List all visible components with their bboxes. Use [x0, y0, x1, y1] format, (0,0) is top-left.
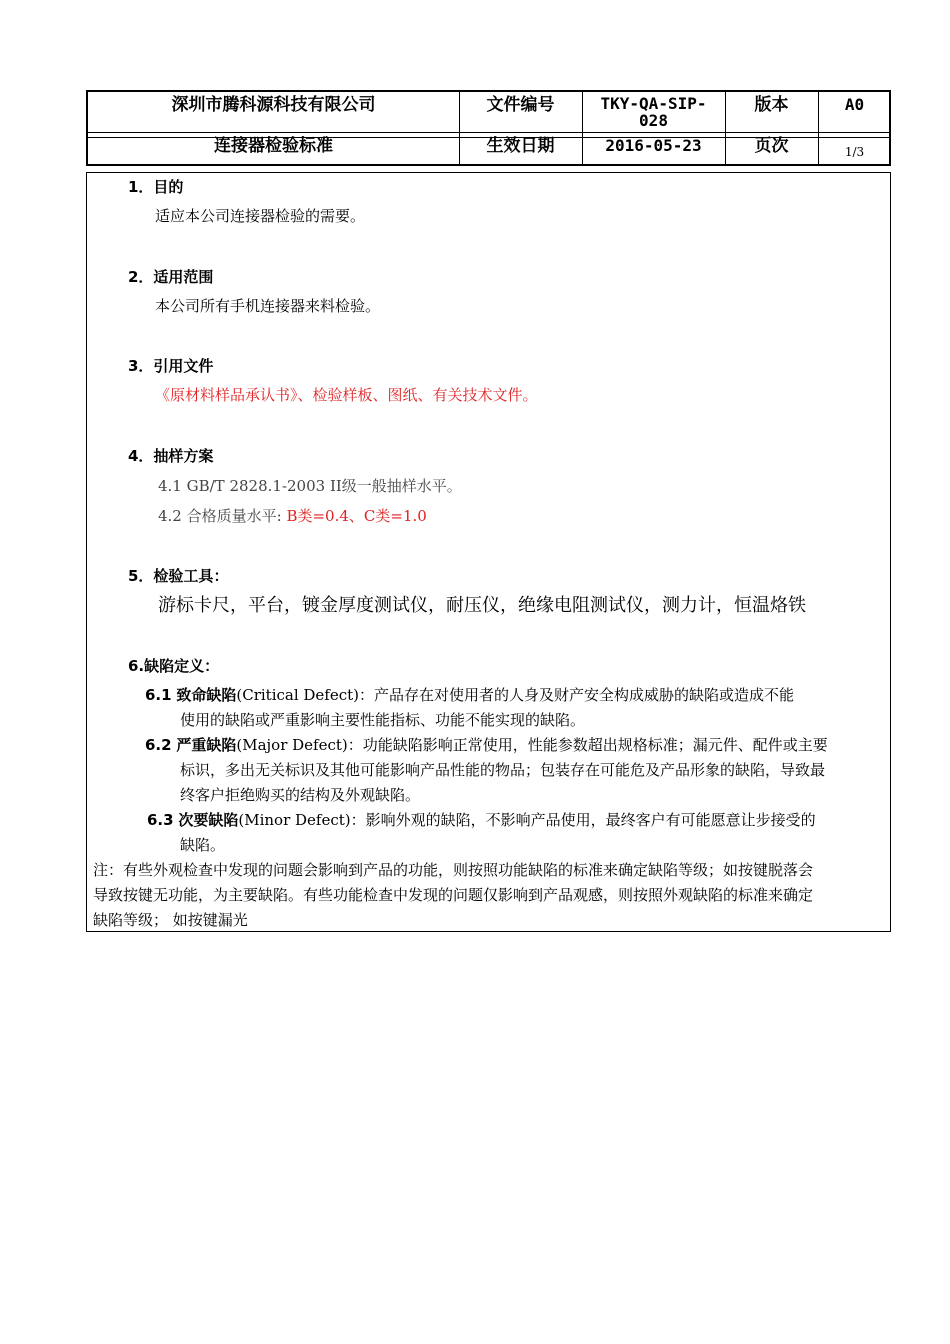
section-6-heading: 6.缺陷定义： — [128, 657, 220, 675]
note-line-3: 缺陷等级； 如按键漏光 — [93, 911, 248, 929]
defect-6-1-definition: (Critical Defect)：产品存在对使用者的人身及财产安全构成威胁的缺陷或造成不能 — [236, 686, 795, 704]
defect-6-2-term: 严重缺陷 — [176, 736, 237, 754]
version-value: A0 — [844, 95, 865, 114]
defect-6-2-line3: 终客户拒绝购买的结构及外观缺陷。 — [180, 786, 421, 804]
page-label: 页次 — [754, 136, 789, 156]
defect-6-3-number: 6.3 — [147, 811, 174, 829]
doc-number-label: 文件编号 — [486, 95, 555, 115]
section-2-text: 本公司所有手机连接器来料检验。 — [155, 297, 381, 315]
defect-6-1-line1 — [145, 685, 794, 705]
sampling-item-4-1: 4.1 GB/T 2828.1-2003 II级一般抽样水平。 — [158, 477, 462, 495]
sampling-item-4-2-label: 4.2 合格质量水平: — [158, 507, 282, 525]
defect-6-2-line1 — [145, 735, 828, 755]
defect-6-1-number: 6.1 — [145, 686, 172, 704]
defect-6-2-definition: (Major Defect)：功能缺陷影响正常使用，性能参数超出规格标准；漏元件、配件或主要 — [236, 736, 828, 754]
section-3-text: 《原材料样品承认书》、检验样板、图纸、有关技术文件。 — [155, 386, 538, 404]
doc-number-line1: TKY-QA-SIP- — [600, 94, 707, 113]
defect-6-1-term: 致命缺陷 — [176, 686, 237, 704]
defect-6-3-term: 次要缺陷 — [178, 811, 239, 829]
header-row-divider — [88, 132, 889, 133]
version-label: 版本 — [754, 95, 789, 115]
defect-6-1-line2: 使用的缺陷或严重影响主要性能指标、功能不能实现的缺陷。 — [180, 711, 586, 729]
defect-6-2-number: 6.2 — [145, 736, 172, 754]
section-4-heading: 4．抽样方案 — [128, 447, 214, 465]
section-3-heading: 3．引用文件 — [128, 357, 214, 375]
section-1-heading: 1．目的 — [128, 178, 184, 196]
effective-date-label: 生效日期 — [486, 136, 555, 156]
sampling-item-4-2-value: B类=0.4、C类=1.0 — [286, 507, 427, 525]
effective-date-value: 2016-05-23 — [605, 136, 702, 155]
inspection-tools-list: 游标卡尺，平台，镀金厚度测试仪，耐压仪，绝缘电阻测试仪，测力计，恒温烙铁 — [158, 595, 806, 616]
doc-number-line2: 028 — [639, 111, 668, 130]
company-name: 深圳市腾科源科技有限公司 — [171, 95, 376, 115]
section-5-heading: 5．检验工具： — [128, 567, 229, 585]
section-2-heading: 2．适用范围 — [128, 268, 214, 286]
defect-6-3-line1 — [147, 810, 816, 830]
note-line-1: 注：有些外观检查中发现的问题会影响到产品的功能，则按照功能缺陷的标准来确定缺陷等级；如按键脱落会 — [93, 861, 814, 879]
sampling-item-4-2 — [158, 506, 427, 526]
defect-6-3-definition: (Minor Defect)：影响外观的缺陷，不影响产品使用，最终客户有可能愿意让步接受的 — [238, 811, 816, 829]
defect-6-3-line2: 缺陷。 — [180, 836, 226, 854]
document-title: 连接器检验标准 — [214, 136, 333, 156]
page-value: 1/3 — [844, 145, 865, 159]
defect-6-2-line2: 标识，多出无关标识及其他可能影响产品性能的物品；包装存在可能危及产品形象的缺陷，导致最 — [180, 761, 826, 779]
section-1-text: 适应本公司连接器检验的需要。 — [155, 207, 366, 225]
note-line-2: 导致按键无功能，为主要缺陷。有些功能检查中发现的问题仅影响到产品观感，则按照外观缺陷的标准来确定 — [93, 886, 814, 904]
document-header-table — [86, 90, 891, 166]
doc-number-value — [582, 95, 725, 129]
